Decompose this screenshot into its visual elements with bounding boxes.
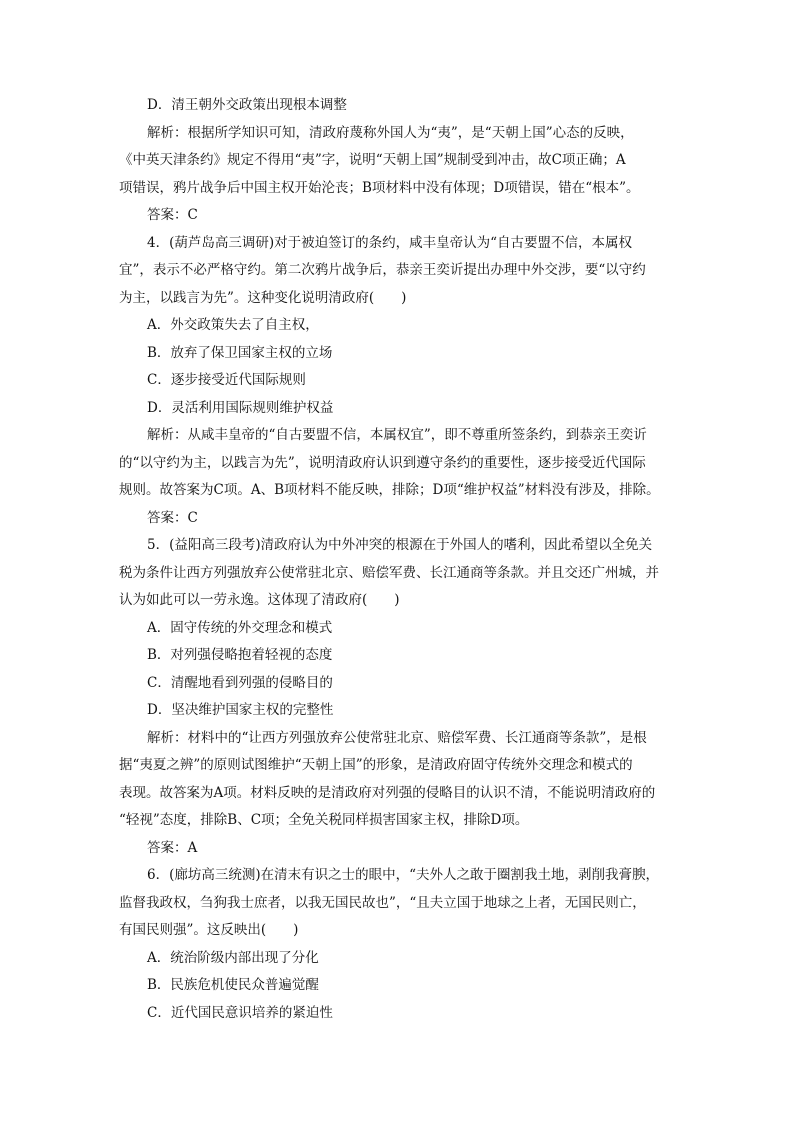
- text-line: 答案：A: [147, 839, 198, 856]
- text-line: C．清醒地看到列强的侵略目的: [147, 674, 333, 691]
- document-page: [119, 92, 679, 1027]
- text-line: 为主，以践言为先”。这种变化说明清政府( ): [119, 289, 407, 306]
- text-line: 答案：C: [147, 207, 198, 223]
- text-line: 的“以守约为主，以践言为先”，说明清政府认识到遵守条约的重要性，逐步接受近代国际: [119, 454, 646, 471]
- text-line: “轻视”态度，排除B、C项；全免关税同样损害国家主权，排除D项。: [119, 812, 529, 828]
- text-line: 《中英天津条约》规定不得用“夷”字，说明“天朝上国”规制受到冲击，故C项正确；A: [119, 152, 626, 168]
- text-line: 5．(益阳高三段考)清政府认为中外冲突的根源在于外国人的嗜利，因此希望以全免关: [147, 537, 653, 553]
- text-line: 解析：从咸丰皇帝的“自古要盟不信，本属权宜”，即不尊重所签条约，到恭亲王奕䜣: [147, 427, 647, 443]
- text-line: B．放弃了保卫国家主权的立场: [147, 344, 333, 361]
- text-line: 据“夷夏之辨”的原则试图维护“天朝上国”的形象，是清政府固守传统外交理念和模式的: [119, 757, 633, 773]
- text-line: 规则。故答案为C项。A、B项材料不能反映，排除；D项“维护权益”材料没有涉及，排除。: [119, 482, 660, 498]
- text-line: 4．(葫芦岛高三调研)对于被迫签订的条约，咸丰皇帝认为“自古要盟不信，本属权: [147, 234, 633, 251]
- text-line: D．灵活利用国际规则维护权益: [147, 399, 334, 416]
- text-line: 6．(廊坊高三统测)在清末有识之士的眼中，“夫外人之敢于圈割我土地，剥削我膏腴，: [147, 867, 660, 883]
- text-line: 项错误，鸦片战争后中国主权开始沦丧；B项材料中没有体现；D项错误，错在“根本”。: [119, 179, 640, 196]
- text-line: 监督我政权，刍狗我士庶者，以我无国民故也”，“且夫立国于地球之上者，无国民则亡，: [119, 894, 646, 911]
- text-line: 税为条件让西方列强放弃公使常驻北京、赔偿军费、长江通商等条款。并且交还广州城，并: [119, 564, 659, 581]
- text-line: D．坚决维护国家主权的完整性: [147, 702, 334, 718]
- text-line: 表现。故答案为A项。材料反映的是清政府对列强的侵略目的认识不清，不能说明清政府的: [119, 784, 656, 801]
- text-line: 答案：C: [147, 509, 198, 526]
- text-line: 宜”，表示不必严格守约。第二次鸦片战争后，恭亲王奕䜣提出办理中外交涉，要“以守约: [119, 262, 646, 278]
- text-line: C．逐步接受近代国际规则: [147, 372, 306, 388]
- text-line: B．对列强侵略抱着轻视的态度: [147, 647, 333, 663]
- text-line: 解析：材料中的“让西方列强放弃公使常驻北京、赔偿军费、长江通商等条款”，是根: [147, 729, 647, 746]
- text-line: 解析：根据所学知识可知，清政府蔑称外国人为“夷”，是“天朝上国”心态的反映，: [147, 124, 634, 141]
- text-line: B．民族危机使民众普遍觉醒: [147, 977, 319, 993]
- text-line: 有国民则强”。这反映出( ): [119, 922, 299, 938]
- text-line: A．外交政策失去了自主权，: [147, 317, 319, 333]
- text-line: A．固守传统的外交理念和模式: [147, 619, 333, 636]
- text-line: C．近代国民意识培养的紧迫性: [147, 1004, 333, 1021]
- text-line: D．清王朝外交政策出现根本调整: [147, 97, 347, 113]
- text-line: 认为如此可以一劳永逸。这体现了清政府( ): [119, 592, 400, 608]
- text-line: A．统治阶级内部出现了分化: [147, 949, 319, 966]
